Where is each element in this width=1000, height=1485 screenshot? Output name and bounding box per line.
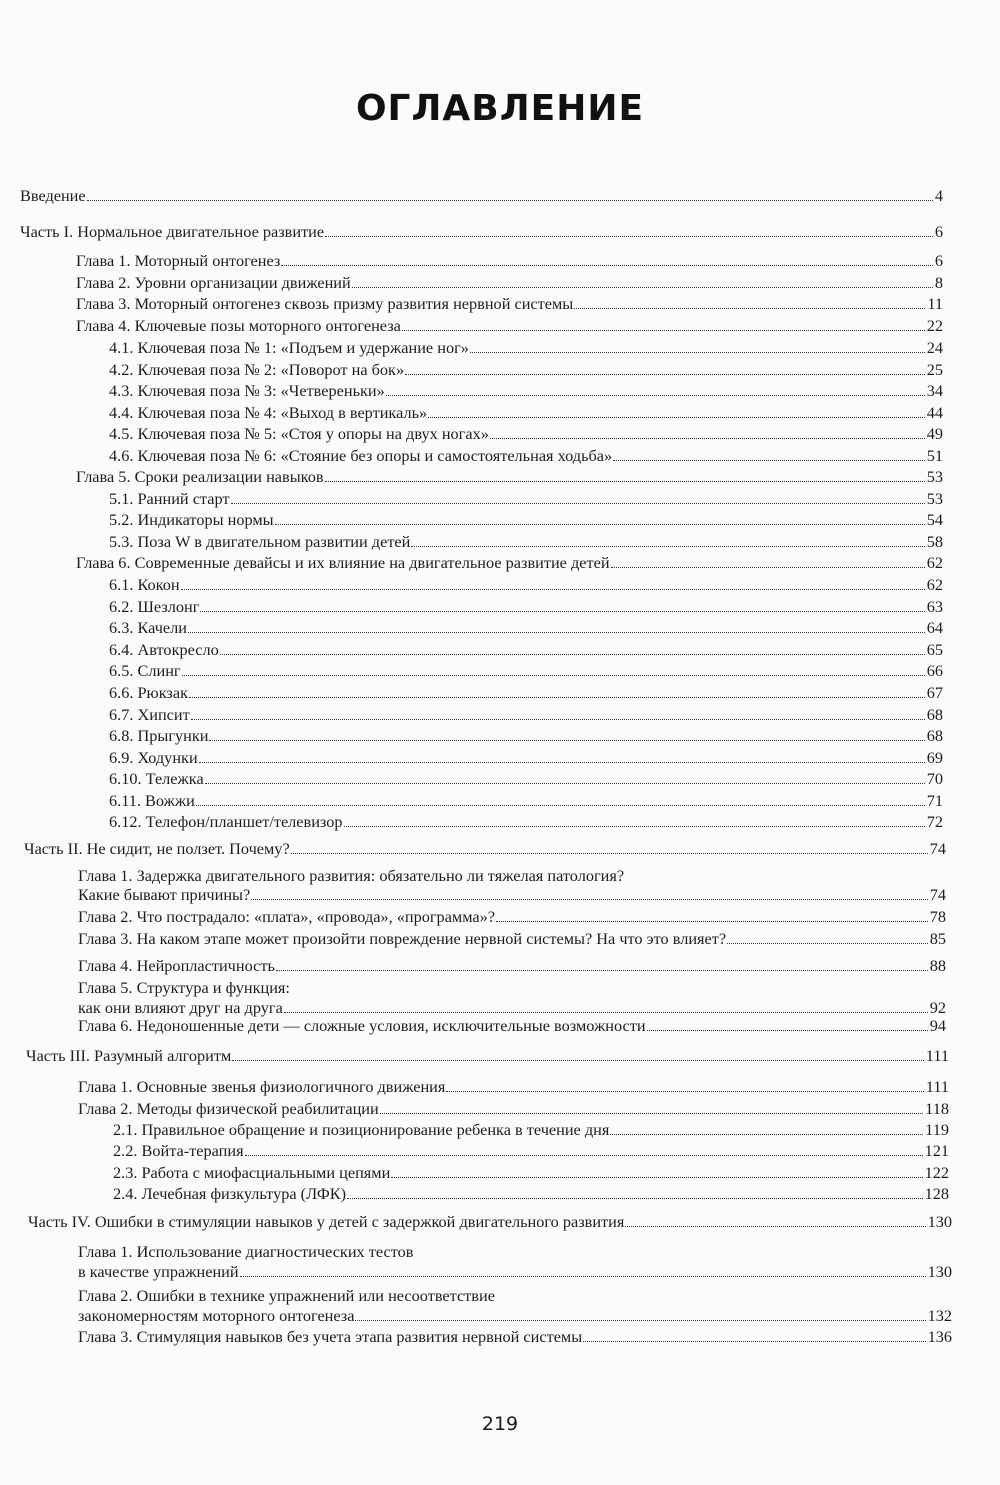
toc-entry-page: 78 [929, 907, 946, 926]
toc-entry [109, 424, 943, 444]
toc-dot-leader [611, 566, 925, 568]
toc-entry-title: Глава 2. Ошибки в технике упражнений или несоответствие [78, 1286, 495, 1305]
toc-entry-page: 71 [926, 791, 943, 810]
toc-entry [109, 748, 943, 768]
toc-entry-page: 53 [926, 489, 943, 508]
toc-dot-leader [181, 588, 925, 590]
toc-dot-leader [625, 1225, 925, 1227]
toc-entry [113, 1141, 949, 1161]
toc-entry-title: 6.2. Шезлонг [109, 597, 200, 616]
toc-entry [78, 1306, 952, 1326]
toc-entry [109, 661, 943, 681]
toc-entry-page: 34 [926, 381, 943, 400]
toc-entry-title: 6.12. Телефон/планшет/телевизор [109, 812, 343, 831]
toc-entry [78, 1077, 949, 1097]
toc-entry-page: 62 [926, 575, 943, 594]
toc-dot-leader [291, 852, 928, 854]
toc-entry [20, 222, 943, 242]
toc-dot-leader [189, 696, 925, 698]
toc-dot-leader [325, 480, 925, 482]
toc-entry-title: Глава 5. Структура и функция: [78, 978, 290, 997]
toc-entry-title: 2.2. Войта-терапия [113, 1141, 244, 1160]
toc-entry [109, 489, 943, 509]
toc-entry [109, 532, 943, 552]
toc-dot-leader [490, 437, 925, 439]
toc-entry-title: 6.11. Вожжи [109, 791, 195, 810]
toc-entry [109, 812, 943, 832]
toc-entry [76, 467, 943, 487]
toc-entry [109, 683, 943, 703]
toc-entry [113, 1120, 949, 1140]
toc-dot-leader [240, 1275, 926, 1277]
toc-dot-leader [355, 1319, 925, 1321]
toc-dot-leader [191, 718, 925, 720]
toc-entry-page: 132 [927, 1306, 952, 1325]
toc-entry-title: 6.3. Качели [109, 618, 187, 637]
toc-dot-leader [196, 804, 925, 806]
toc-entry-page: 4 [934, 186, 943, 205]
toc-entry-title: 4.4. Ключевая поза № 4: «Выход в вертикаль» [109, 403, 428, 422]
toc-entry-title: 6.1. Кокон [109, 575, 180, 594]
toc-entry-page: 74 [929, 885, 946, 904]
toc-entry-page: 130 [927, 1262, 952, 1281]
toc-entry-page: 130 [927, 1212, 952, 1231]
toc-entry [113, 1184, 949, 1204]
toc-dot-leader [87, 199, 933, 201]
toc-dot-leader [496, 920, 928, 922]
toc-entry-page: 111 [925, 1046, 949, 1065]
toc-entry-page: 63 [926, 597, 943, 616]
toc-entry-title: Часть IV. Ошибки в стимуляции навыков у детей с задержкой двигательного развития [28, 1212, 625, 1231]
toc-dot-leader [380, 1112, 923, 1114]
toc-entry-page: 25 [926, 360, 943, 379]
toc-entry-title: Глава 6. Современные девайсы и их влияние на двигательное развитие детей [76, 553, 610, 572]
toc-dot-leader [182, 674, 925, 676]
toc-entry-title: 4.2. Ключевая поза № 2: «Поворот на бок» [109, 360, 405, 379]
toc-entry-title: 6.8. Прыгунки [109, 726, 209, 745]
toc-entry-title: 6.9. Ходунки [109, 748, 198, 767]
toc-entry [109, 597, 943, 617]
toc-entry [109, 403, 943, 423]
toc-entry-title: Часть II. Не сидит, не ползет. Почему? [24, 839, 290, 858]
toc-entry-page: 118 [925, 1099, 949, 1118]
toc-entry [76, 273, 943, 293]
toc-entry [109, 446, 943, 466]
toc-entry-title: Глава 3. Стимуляция навыков без учета этапа развития нервной системы [78, 1327, 583, 1346]
toc-dot-leader [583, 1340, 925, 1342]
toc-entry [20, 186, 943, 206]
toc-entry [24, 839, 946, 859]
toc-dot-leader [405, 373, 925, 375]
toc-entry-page: 24 [926, 338, 943, 357]
toc-entry [78, 956, 946, 976]
toc-entry-title: 4.5. Ключевая поза № 5: «Стоя у опоры на двух ногах» [109, 424, 489, 443]
toc-dot-leader [245, 1154, 923, 1156]
toc-entry-title: Глава 1. Основные звенья физиологичного движения [78, 1077, 446, 1096]
toc-entry [78, 978, 290, 998]
toc-entry [76, 251, 943, 271]
toc-entry-title: 6.7. Хипсит [109, 705, 190, 724]
toc-entry-title: в качестве упражнений [78, 1262, 239, 1281]
toc-dot-leader [325, 235, 933, 237]
toc-entry-page: 92 [929, 998, 946, 1017]
toc-dot-leader [276, 969, 928, 971]
toc-dot-leader [352, 286, 933, 288]
toc-entry-title: 2.1. Правильное обращение и позиционирование ребенка в течение дня [113, 1120, 610, 1139]
toc-entry-page: 49 [926, 424, 943, 443]
toc-dot-leader [231, 502, 925, 504]
toc-entry-title: Какие бывают причины? [78, 885, 251, 904]
toc-entry-page: 6 [934, 222, 943, 241]
toc-dot-leader [391, 1176, 922, 1178]
toc-dot-leader [344, 825, 925, 827]
toc-entry-page: 51 [926, 446, 943, 465]
toc-entry [78, 1286, 495, 1306]
toc-entry-title: Глава 2. Что пострадало: «плата», «провода», «программа»? [78, 907, 496, 926]
toc-entry-title: Глава 1. Задержка двигательного развития: обязательно ли тяжелая патология? [78, 866, 625, 885]
toc-entry-page: 88 [929, 956, 946, 975]
toc-dot-leader [610, 1133, 923, 1135]
toc-dot-leader [251, 898, 928, 900]
page-title: ОГЛАВЛЕНИЕ [355, 88, 645, 129]
toc-entry-title: 4.3. Ключевая поза № 3: «Четвереньки» [109, 381, 385, 400]
toc-entry-page: 64 [926, 618, 943, 637]
toc-entry-page: 72 [926, 812, 943, 831]
toc-entry-page: 70 [926, 769, 943, 788]
toc-entry-page: 74 [929, 839, 946, 858]
toc-entry-page: 128 [924, 1184, 949, 1203]
toc-entry-title: закономерностям моторного онтогенеза [78, 1306, 355, 1325]
toc-entry-page: 58 [926, 532, 943, 551]
toc-entry-page: 68 [926, 705, 943, 724]
toc-entry [78, 1262, 952, 1282]
toc-entry-page: 94 [929, 1016, 946, 1035]
toc-entry-page: 136 [927, 1327, 952, 1346]
toc-entry [109, 791, 943, 811]
toc-dot-leader [199, 761, 925, 763]
toc-entry-page: 85 [929, 929, 946, 948]
toc-entry-title: Глава 1. Использование диагностических тестов [78, 1242, 414, 1261]
toc-entry-title: Глава 3. На каком этапе может произойти повреждение нервной системы? На что это влияет? [78, 929, 727, 948]
toc-entry-title: Глава 5. Сроки реализации навыков [76, 467, 324, 486]
toc-entry [78, 1327, 952, 1347]
toc-entry-page: 8 [934, 273, 943, 292]
toc-entry [78, 929, 946, 949]
toc-entry-title: как они влияют друг на друга [78, 998, 283, 1017]
toc-entry [109, 726, 943, 746]
toc-entry-title: Глава 3. Моторный онтогенез сквозь призму развития нервной системы [76, 294, 574, 313]
toc-entry-page: 54 [926, 510, 943, 529]
toc-entry [26, 1046, 949, 1066]
toc-entry-page: 44 [926, 403, 943, 422]
toc-dot-leader [647, 1029, 928, 1031]
toc-entry-page: 66 [926, 661, 943, 680]
toc-entry [78, 907, 946, 927]
toc-entry-title: Глава 2. Методы физической реабилитации [78, 1099, 379, 1118]
toc-entry [113, 1163, 949, 1183]
toc-dot-leader [220, 653, 925, 655]
toc-dot-leader [446, 1090, 923, 1092]
toc-entry-title: 5.1. Ранний старт [109, 489, 230, 508]
toc-entry-title: 4.1. Ключевая поза № 1: «Подъем и удержание ног» [109, 338, 469, 357]
toc-entry-page: 69 [926, 748, 943, 767]
toc-dot-leader [386, 394, 925, 396]
toc-entry [78, 866, 624, 886]
toc-entry [109, 618, 943, 638]
toc-entry [28, 1212, 952, 1232]
toc-entry [109, 338, 943, 358]
toc-dot-leader [574, 307, 925, 309]
toc-entry [76, 316, 943, 336]
toc-entry-title: 6.6. Рюкзак [109, 683, 188, 702]
toc-entry [76, 553, 943, 573]
toc-dot-leader [470, 351, 925, 353]
toc-entry-page: 22 [926, 316, 943, 335]
toc-entry-title: Глава 1. Моторный онтогенез [76, 251, 281, 270]
toc-entry [76, 294, 943, 314]
toc-entry [109, 705, 943, 725]
toc-dot-leader [411, 545, 924, 547]
toc-entry [109, 769, 943, 789]
toc-entry-title: Введение [20, 186, 86, 205]
toc-dot-leader [232, 1059, 924, 1061]
toc-dot-leader [200, 610, 924, 612]
toc-dot-leader [347, 1197, 923, 1199]
toc-dot-leader [205, 782, 925, 784]
page-number: 219 [481, 1413, 519, 1435]
toc-entry [109, 640, 943, 660]
toc-entry-page: 111 [925, 1077, 949, 1096]
toc-dot-leader [727, 942, 928, 944]
toc-entry [78, 1016, 946, 1036]
toc-entry-title: 5.2. Индикаторы нормы [109, 510, 274, 529]
toc-dot-leader [428, 416, 925, 418]
toc-entry-page: 68 [926, 726, 943, 745]
toc-dot-leader [281, 264, 933, 266]
toc-entry-title: Глава 6. Недоношенные дети — сложные условия, исключительные возможности [78, 1016, 646, 1035]
toc-entry-title: 6.10. Тележка [109, 769, 204, 788]
toc-entry-title: 2.4. Лечебная физкультура (ЛФК) [113, 1184, 347, 1203]
toc-entry-page: 65 [926, 640, 943, 659]
toc-entry-title: Часть I. Нормальное двигательное развитие [20, 222, 325, 241]
toc-dot-leader [209, 739, 924, 741]
toc-entry [78, 998, 946, 1018]
toc-entry-page: 11 [927, 294, 943, 313]
toc-entry-title: 6.4. Автокресло [109, 640, 219, 659]
toc-entry-page: 122 [924, 1163, 949, 1182]
toc-entry-title: 2.3. Работа с миофасциальными цепями [113, 1163, 391, 1182]
toc-entry-title: Часть III. Разумный алгоритм [26, 1046, 232, 1065]
toc-entry-page: 119 [925, 1120, 949, 1139]
toc-entry-page: 6 [934, 251, 943, 270]
toc-entry-title: 5.3. Поза W в двигательном развитии детей [109, 532, 411, 551]
toc-entry-title: Глава 4. Нейропластичность [78, 956, 275, 975]
toc-dot-leader [613, 459, 925, 461]
toc-entry-page: 62 [926, 553, 943, 572]
toc-entry [109, 575, 943, 595]
toc-entry-title: 4.6. Ключевая поза № 6: «Стояние без опоры и самостоятельная ходьба» [109, 446, 613, 465]
toc-entry-title: 6.5. Слинг [109, 661, 181, 680]
toc-entry-title: Глава 2. Уровни организации движений [76, 273, 351, 292]
toc-entry-page: 121 [924, 1141, 949, 1160]
toc-entry [109, 381, 943, 401]
toc-dot-leader [402, 329, 925, 331]
toc-entry [78, 1242, 413, 1262]
toc-dot-leader [188, 631, 925, 633]
toc-entry [109, 510, 943, 530]
toc-dot-leader [275, 523, 925, 525]
toc-entry [78, 885, 946, 905]
toc-entry [78, 1099, 949, 1119]
toc-entry [109, 360, 943, 380]
toc-entry-title: Глава 4. Ключевые позы моторного онтогенеза [76, 316, 401, 335]
toc-dot-leader [284, 1011, 928, 1013]
toc-entry-page: 53 [926, 467, 943, 486]
toc-entry-page: 67 [926, 683, 943, 702]
